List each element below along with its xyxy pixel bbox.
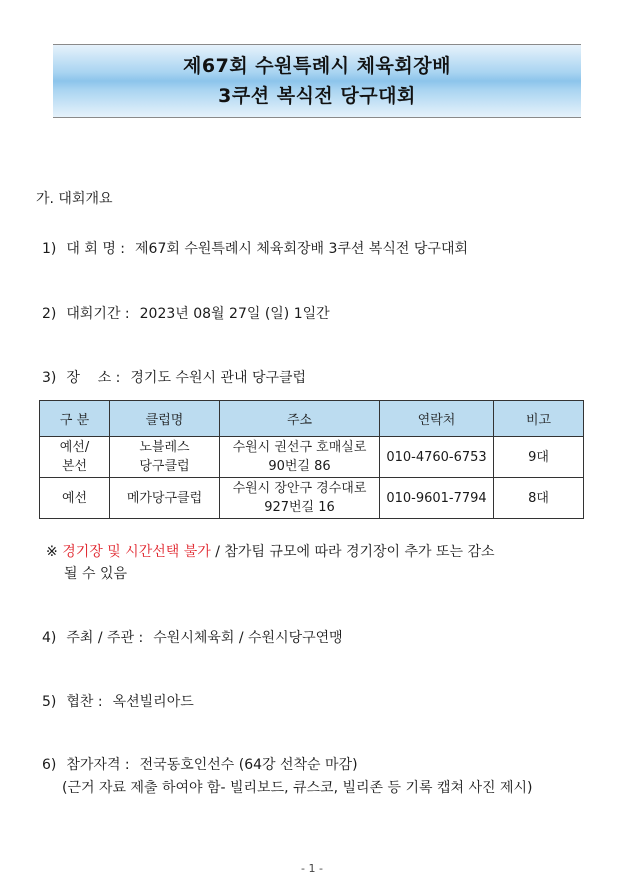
cell-address: 수원시 장안구 경수대로 927번길 16	[220, 478, 380, 519]
title-line-1: 제67회 수원특례시 체육회장배	[183, 55, 451, 77]
item-label: 장 소 :	[66, 370, 121, 386]
item-number: 1)	[42, 241, 57, 257]
header-note: 비고	[494, 401, 584, 437]
item-value: 옥션빌리아드	[112, 694, 194, 710]
item-number: 2)	[42, 306, 57, 322]
section-heading: 가. 대회개요	[36, 191, 113, 207]
cell-note: 9대	[494, 437, 584, 478]
item-value: 제67회 수원특례시 체육회장배 3쿠션 복식전 당구대회	[135, 241, 468, 257]
item-label: 협찬 :	[66, 694, 103, 710]
cell-address: 수원시 권선구 호매실로 90번길 86	[220, 437, 380, 478]
table-row	[40, 478, 584, 519]
item-number: 5)	[42, 694, 57, 710]
item-number: 4)	[42, 630, 57, 646]
header-club: 클럽명	[110, 401, 220, 437]
item-label: 대회기간 :	[66, 306, 130, 322]
notice-warning: 경기장 및 시간선택 불가	[62, 544, 211, 560]
item-venue	[42, 367, 306, 387]
item-number: 3)	[42, 370, 57, 386]
item-eligibility	[42, 754, 358, 774]
venue-table	[39, 400, 584, 519]
item-value: 경기도 수원시 관내 당구클럽	[130, 370, 307, 386]
cell-phone: 010-4760-6753	[380, 437, 494, 478]
cell-phone: 010-9601-7794	[380, 478, 494, 519]
notice-continuation: 될 수 있음	[64, 566, 127, 582]
item-host	[42, 627, 343, 647]
item-label: 대 회 명 :	[66, 241, 126, 257]
item-label: 주최 / 주관 :	[66, 630, 144, 646]
cell-category: 예선	[40, 478, 110, 519]
notice	[46, 541, 495, 585]
cell-club: 노블레스 당구클럽	[110, 437, 220, 478]
item-sponsor	[42, 691, 194, 711]
title-banner	[53, 44, 581, 118]
cell-club: 메가당구클럽	[110, 478, 220, 519]
header-phone: 연락처	[380, 401, 494, 437]
item-number: 6)	[42, 757, 57, 773]
cell-note: 8대	[494, 478, 584, 519]
cell-category: 예선/ 본선	[40, 437, 110, 478]
reference-mark: ※	[46, 544, 58, 560]
item-label: 참가자격 :	[66, 757, 130, 773]
item-event-name	[42, 238, 468, 258]
item-period	[42, 303, 330, 323]
table-header-row	[40, 401, 584, 437]
page-number: - 1 -	[301, 862, 323, 875]
header-address: 주소	[220, 401, 380, 437]
item-value: 전국동호인선수 (64강 선착순 마감)	[139, 757, 358, 773]
table-row	[40, 437, 584, 478]
title-line-2: 3쿠션 복식전 당구대회	[218, 85, 416, 107]
header-category: 구 분	[40, 401, 110, 437]
notice-text: / 참가팀 규모에 따라 경기장이 추가 또는 감소	[210, 544, 495, 560]
item-value: 수원시체육회 / 수원시당구연맹	[153, 630, 343, 646]
item-value: 2023년 08월 27일 (일) 1일간	[139, 306, 330, 322]
eligibility-detail: (근거 자료 제출 하여야 함- 빌리보드, 큐스코, 빌리존 등 기록 캡쳐 사진 제시)	[62, 780, 533, 796]
